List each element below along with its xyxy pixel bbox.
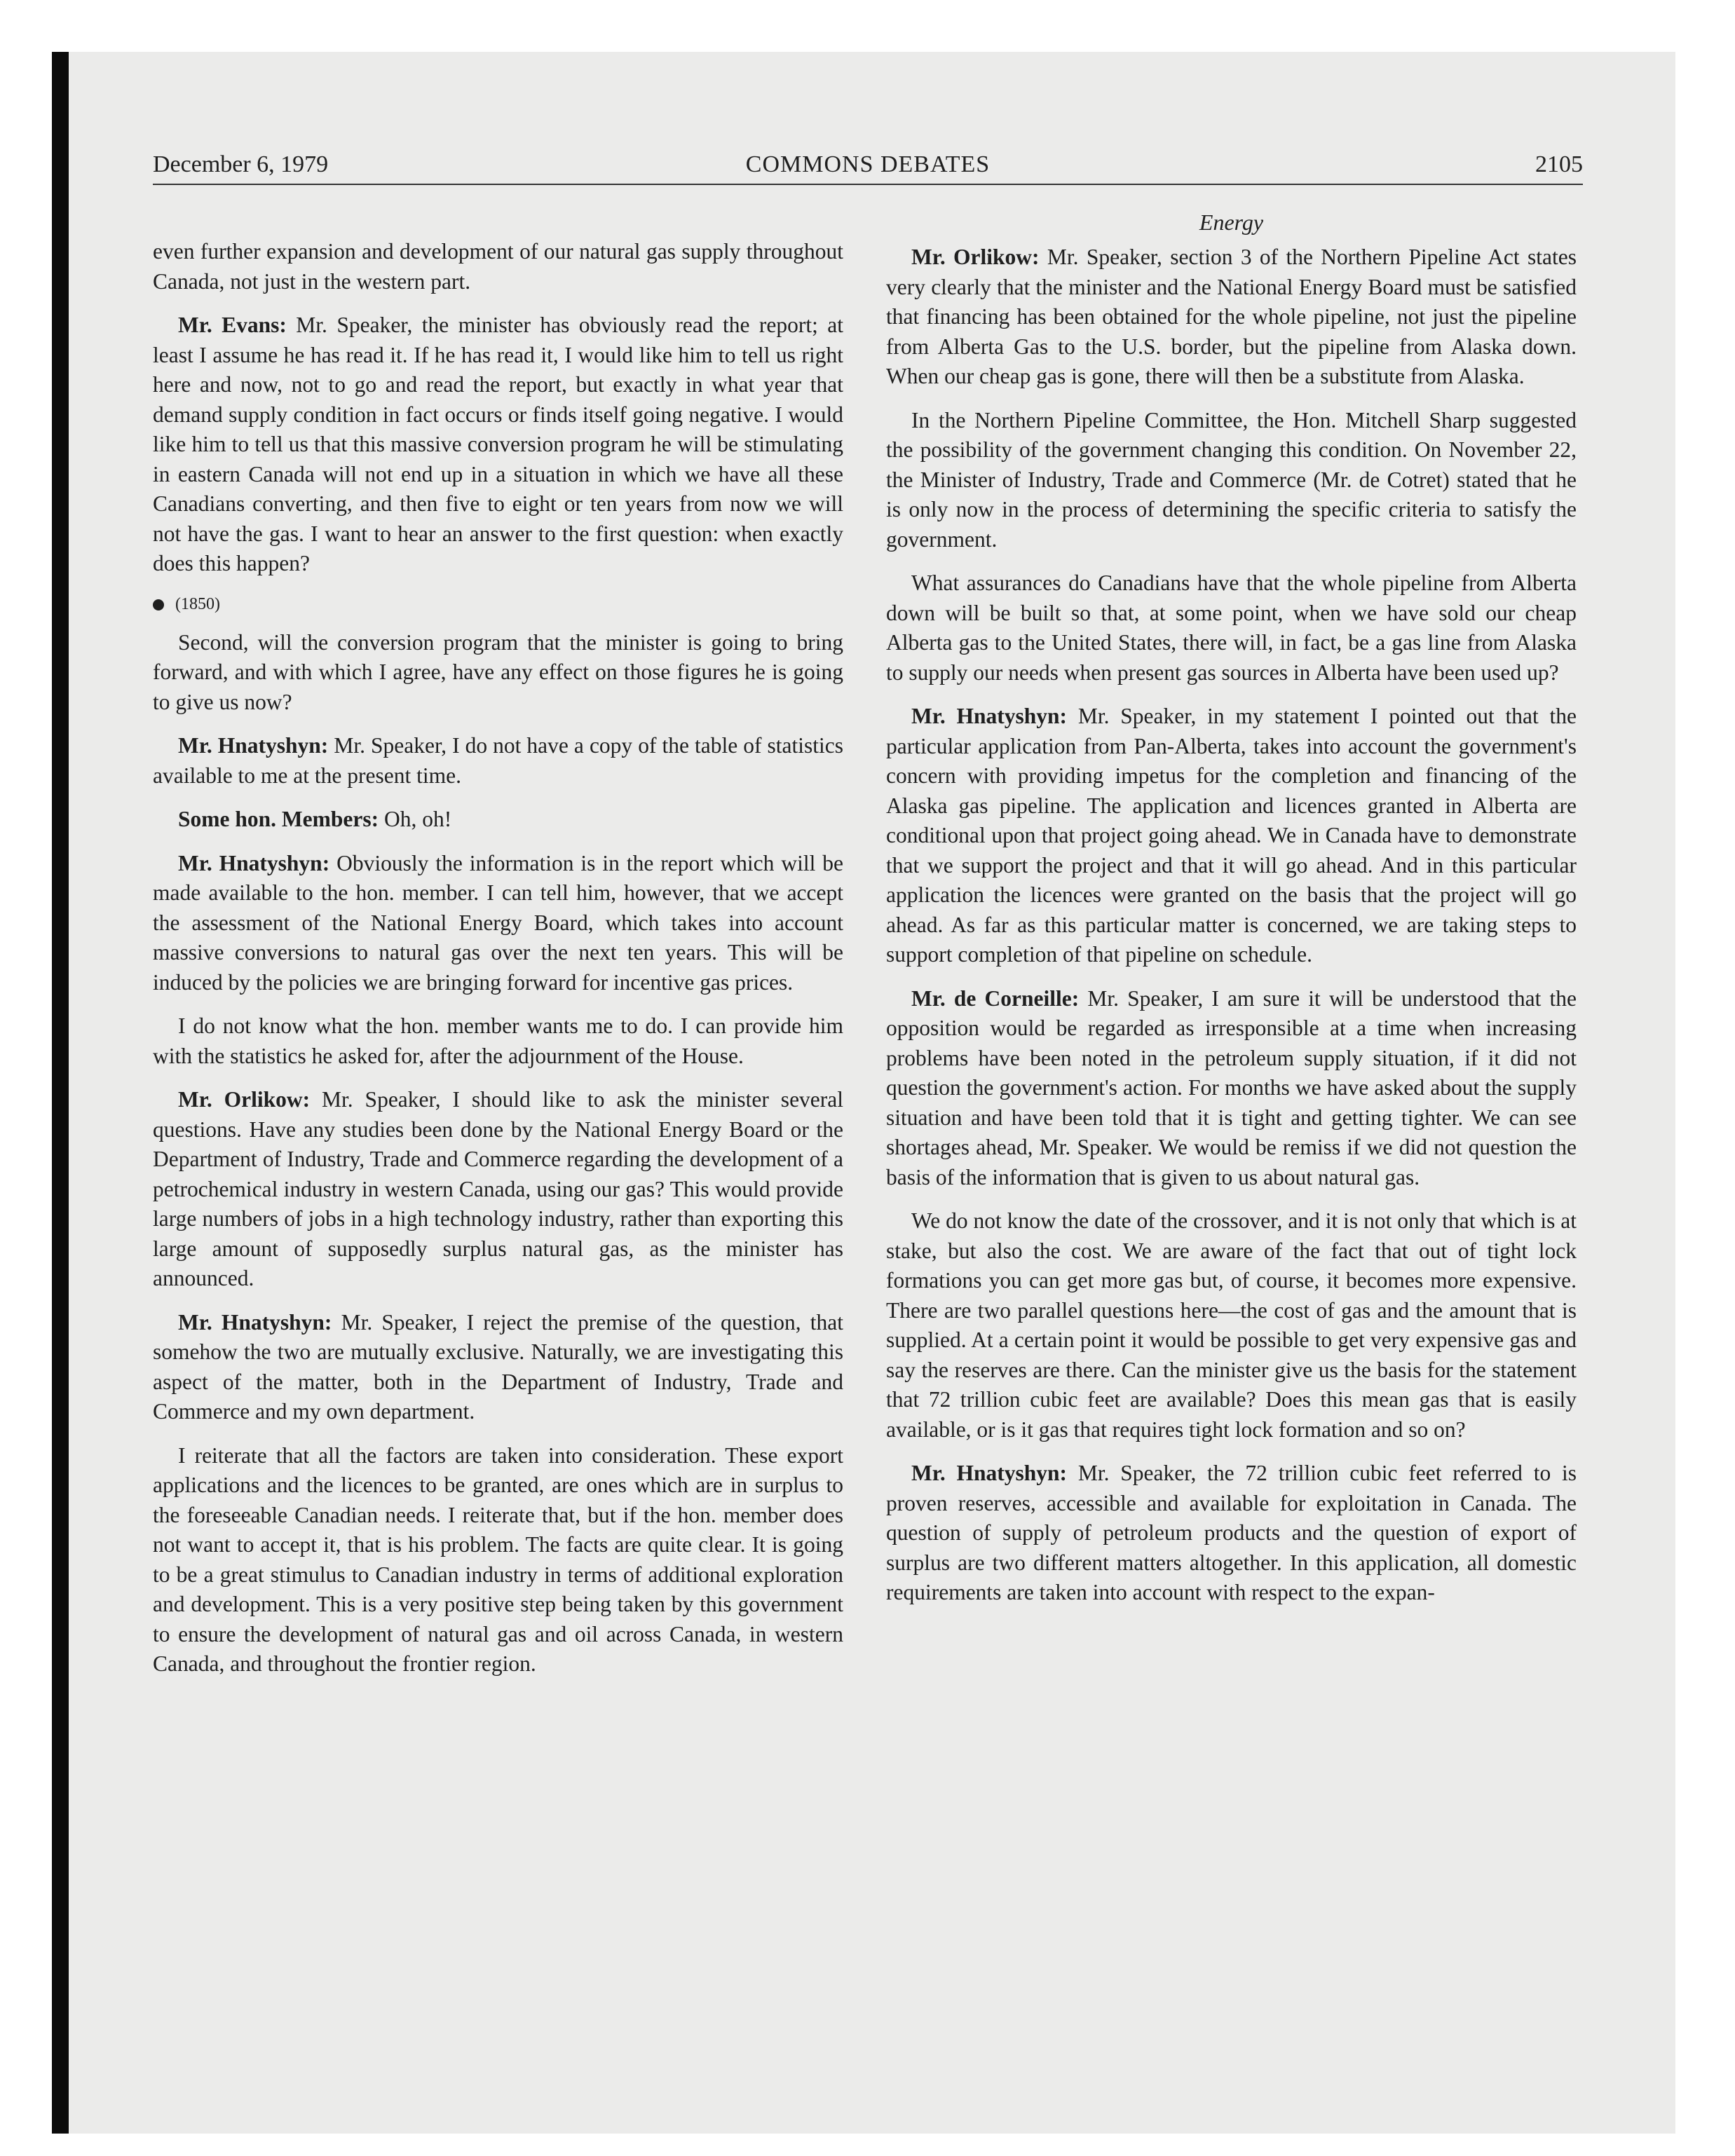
- page-header: [153, 147, 1583, 182]
- paragraph: [153, 237, 843, 296]
- paragraph-text: In the Northern Pipeline Committee, the Hon. Mitchell Sharp suggested the possibility of the government changing this condition. On November 22, the Minister of Industry, Trade and Commerce (Mr. de Cotret) stated that he is only now in the process of determining the specific criteria to satisfy the government.: [886, 407, 1577, 552]
- speaker-name: Some hon. Members:: [178, 807, 379, 831]
- speaker-name: Mr. Hnatyshyn:: [178, 733, 329, 758]
- paragraph-text: Mr. Speaker, I am sure it will be understood that the opposition would be regarded as irresponsible at a time when increasing problems have been noted in the petroleum supply situation, if it did not question the government's action. For months we have asked about the supply situation and have been told that it is tight and getting tighter. We can see shortages ahead, Mr. Speaker. We would be remiss if we did not question the basis of the information that is given to us about natural gas.: [886, 985, 1577, 1189]
- paragraph-text: Mr. Speaker, the 72 trillion cubic feet referred to is proven reserves, accessible and available for exploitation in Canada. The question of supply of petroleum products and the question of export of surplus are two different matters altogether. In this application, all domestic requirements are taken into account with respect to the expan-: [886, 1461, 1577, 1604]
- paragraph: [886, 243, 1577, 392]
- speaker-name: Mr. de Corneille:: [911, 985, 1080, 1011]
- paragraph-text: Mr. Speaker, in my statement I pointed out that the particular application from Pan-Alberta, takes into account the government's concern with providing impetus for the completion and financing of the Alaska gas pipeline. The application and licences granted in Alberta are conditional upon that project going ahead. We in Canada have to demonstrate that we support the project and that it will go ahead. And in this particular application the licences were granted on the basis that the project will go ahead. As far as this particular matter is concerned, we are taking steps to support completion of that pipeline on schedule.: [886, 704, 1577, 967]
- paragraph-text: Mr. Speaker, the minister has obviously read the report; at least I assume he has read it. If he has read it, I would like him to tell us right here and now, not to go and read the report, but exactly in what year that demand supply condition in fact occurs or finds itself going negative. I would like him to tell us that this massive conversion program he will be stimulating in eastern Canada will not end up in a situation in which we have all these Canadians converting, and then five to eight or ten years from now we will not have the gas. I want to hear an answer to the first question: when exactly does this happen?: [153, 313, 843, 575]
- paragraph-text: Oh, oh!: [383, 807, 452, 831]
- paragraph-text: Second, will the conversion program that the minister is going to bring forward, and with which I agree, have any effect on those figures he is going to give us now?: [153, 629, 843, 714]
- header-title: COMMONS DEBATES: [745, 151, 991, 177]
- paragraph-text: I do not know what the hon. member wants me to do. I can provide him with the statistics he asked for, after the adjournment of the House.: [153, 1014, 843, 1068]
- paragraph: [886, 984, 1577, 1193]
- paragraph: [153, 628, 843, 718]
- paragraph: [886, 702, 1577, 970]
- paragraph: [153, 849, 843, 998]
- header-date: December 6, 1979: [153, 151, 329, 177]
- paragraph: [886, 406, 1577, 555]
- paragraph: [886, 568, 1577, 688]
- paragraph: [153, 311, 843, 579]
- paragraph-text: What assurances do Canadians have that the whole pipeline from Alberta down will be built so that, at some point, when we have sold our cheap Alberta gas to the United States, there will, in fact, be a gas line from Alaska to supply our needs when present gas sources in Alberta have been used up?: [886, 571, 1577, 685]
- paragraph: [886, 1459, 1577, 1608]
- paragraph: [153, 805, 843, 835]
- speaker-name: Mr. Orlikow:: [911, 245, 1040, 269]
- right-column: [886, 207, 1577, 1622]
- paragraph: [153, 1011, 843, 1071]
- paragraph-text: even further expansion and development of our natural gas supply throughout Canada, not just in the western part.: [153, 239, 843, 294]
- paragraph: [886, 1206, 1577, 1445]
- paragraph-text: Mr. Speaker, I should like to ask the minister several questions. Have any studies been done by the National Energy Board or the Department of Industry, Trade and Commerce regarding the development of a petrochemical industry in western Canada, using our gas? This would provide large numbers of jobs in a high technology industry, rather than exporting this large amount of supposedly surplus natural gas, as the minister has announced.: [153, 1087, 843, 1290]
- paragraph-text: We do not know the date of the crossover, and it is not only that which is at stake, but also the cost. We are aware of the fact that out of tight lock formations you can get more gas but, of course, it becomes more expensive. There are two parallel questions here—the cost of gas and the amount that is supplied. At a certain point it would be possible to get very expensive gas and say the reserves are there. Can the minister give us the basis for the statement that 72 trillion cubic feet are available? Does this mean gas that is easily available, or is it gas that requires tight lock formation and so on?: [886, 1208, 1577, 1442]
- page-number: 2105: [1535, 151, 1583, 177]
- speaker-name: Mr. Hnatyshyn:: [178, 850, 330, 875]
- speaker-name: Mr. Hnatyshyn:: [911, 1461, 1068, 1485]
- speaker-name: Mr. Evans:: [178, 313, 287, 337]
- paragraph: [153, 1085, 843, 1294]
- paragraph-text: Obviously the information is in the report which will be made available to the hon. member. I can tell him, however, that we accept the assessment of the National Energy Board, which takes into account massive conversions to natural gas over the next ten years. This will be induced by the policies we are bringing forward for incentive gas prices.: [153, 850, 844, 995]
- paragraph: [153, 1441, 843, 1679]
- speaker-name: Mr. Hnatyshyn:: [911, 704, 1068, 728]
- paragraph-text: Mr. Speaker, section 3 of the Northern Pipeline Act states very clearly that the minister and the National Energy Board must be satisfied that financing has been obtained for the whole pipeline, not just the pipeline from Alberta Gas to the U.S. border, but the pipeline from Alaska down. When our cheap gas is gone, there will then be a substitute from Alaska.: [886, 245, 1577, 388]
- paragraph: [153, 1308, 843, 1427]
- paragraph-text: Mr. Speaker, I reject the premise of the question, that somehow the two are mutually exclusive. Naturally, we are investigating this aspect of the matter, both in the Department of Industry, Trade and Commerce and my own department.: [153, 1309, 844, 1424]
- paragraph-text: I reiterate that all the factors are taken into consideration. These export applications and the licences to be granted, are ones which are in surplus to the foreseeable Canadian needs. I reiterate that, but if the hon. member does not want to accept it, that is his problem. The facts are quite clear. It is going to be a great stimulus to Canadian industry in terms of additional exploration and development. This is a very positive step being taken by this government to ensure the development of natural gas and oil across Canada, in western Canada, and throughout the frontier region.: [153, 1442, 843, 1676]
- binding-edge: [52, 52, 69, 2134]
- paragraph-text: Mr. Speaker, I do not have a copy of the table of statistics available to me at the present time.: [153, 733, 844, 788]
- timestamp-marker: [153, 593, 843, 615]
- paragraph: [153, 731, 843, 791]
- left-column: [153, 237, 843, 1693]
- bullet-icon: [153, 599, 164, 610]
- section-title: Energy: [1199, 210, 1264, 235]
- header-rule: [153, 184, 1583, 185]
- speaker-name: Mr. Hnatyshyn:: [178, 1309, 332, 1335]
- speaker-name: Mr. Orlikow:: [178, 1087, 311, 1112]
- timestamp: (1850): [175, 594, 220, 613]
